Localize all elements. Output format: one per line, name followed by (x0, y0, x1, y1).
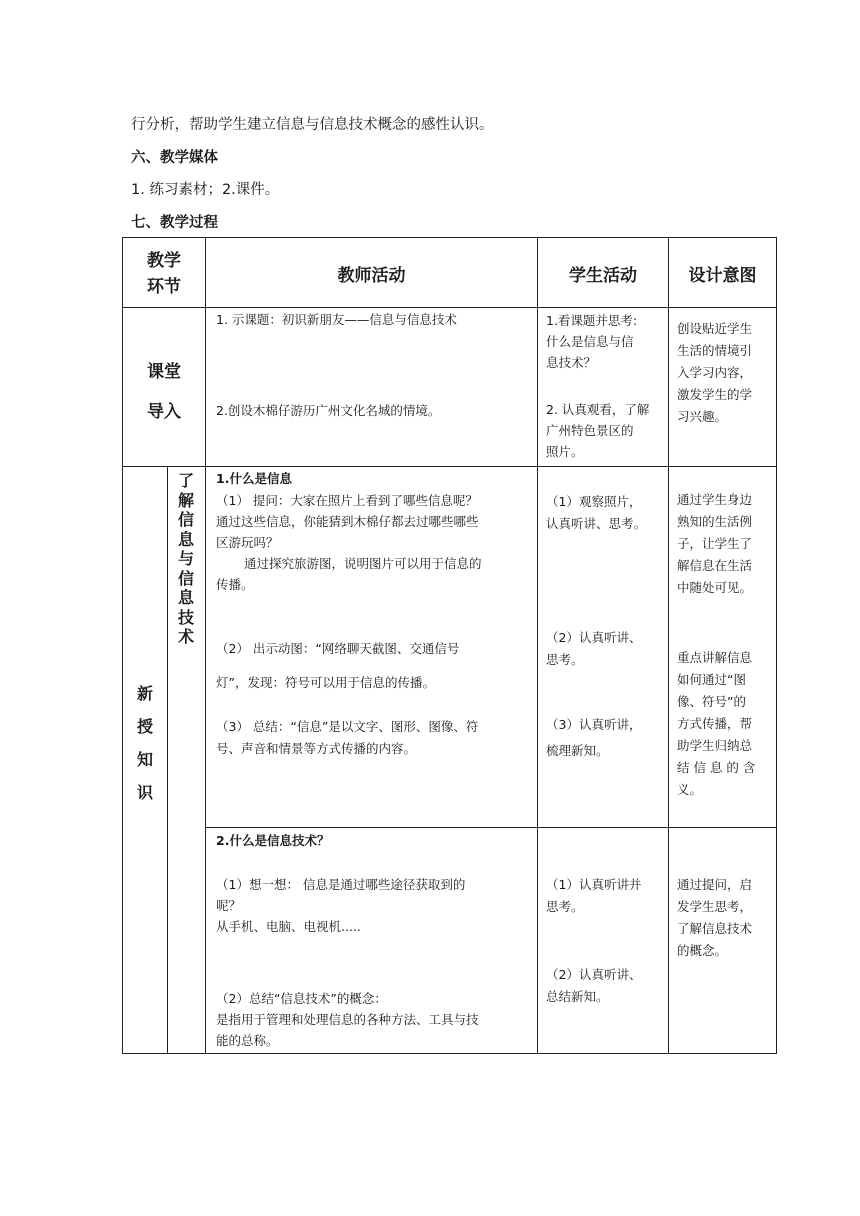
part1-teacher-line: 区游玩吗？ (216, 535, 279, 550)
row1-student-line: 照片。 (546, 444, 584, 459)
row2-substage-cell (167, 466, 206, 1054)
row2-substage-char: 解 (177, 490, 194, 510)
part2-student-line: 总结新知。 (546, 989, 609, 1004)
part1-teacher-line: 灯”，发现：符号可以用于信息的传播。 (216, 675, 435, 690)
header-stage-line2: 环节 (147, 277, 181, 297)
part1-intent-line: 助学生归纳总 (677, 738, 753, 753)
row1-student-line: 什么是信息与信 (546, 334, 634, 349)
row2-substage-char: 信 (177, 568, 194, 588)
part1-teacher-line: 号、声音和情景等方式传播的内容。 (216, 741, 417, 756)
row1-teacher-item1: 1. 示课题：初识新朋友——信息与信息技术 (216, 312, 457, 327)
row2-stage-char: 识 (136, 783, 153, 802)
row1-stage-line1: 课堂 (147, 362, 181, 382)
part2-teacher-line: （1）想一想： 信息是通过哪些途径获取到的 (216, 877, 466, 892)
part1-student-cell (537, 466, 669, 828)
part1-intent-line: 义。 (677, 782, 703, 797)
row1-stage-line2: 导入 (147, 402, 181, 422)
row1-student-cell (537, 307, 669, 467)
row2-substage-char: 息 (177, 588, 194, 607)
part2-teacher-line: 是指用于管理和处理信息的各种方法、工具与技 (216, 1012, 479, 1027)
part2-title: 2.什么是信息技术？ (216, 833, 330, 848)
part2-student-cell (537, 827, 669, 1054)
row1-intent-line: 创设贴近学生 (677, 321, 753, 336)
row1-stage-cell (122, 307, 206, 467)
part2-intent-line: 通过提问，启 (677, 877, 753, 892)
header-cell-intent (668, 237, 777, 308)
row1-student-line: 广州特色景区的 (546, 423, 634, 438)
part2-intent-line: 了解信息技术 (677, 921, 753, 936)
part2-student-line: （1）认真听讲并 (546, 877, 642, 892)
part1-student-line: 认真听讲、思考。 (546, 516, 647, 531)
part1-intent-line: 如何通过“图 (677, 672, 746, 687)
row1-teacher-item2: 2.创设木棉仔游历广州文化名城的情境。 (216, 403, 441, 418)
part1-teacher-line: 通过探究旅游图，说明图片可以用于信息的 (244, 556, 482, 571)
part1-intent-line: 重点讲解信息 (677, 650, 753, 665)
part1-teacher-cell (205, 466, 538, 828)
section-6-heading: 六、教学媒体 (131, 150, 218, 166)
header-cell-stage (122, 237, 206, 308)
row2-substage-char: 了 (177, 471, 194, 490)
teaching-process-table (122, 237, 777, 1054)
intro-paragraph-line: 行分析，帮助学生建立信息与信息技术概念的感性认识。 (131, 117, 494, 133)
header-teacher: 教师活动 (337, 266, 406, 286)
row1-intent-line: 习兴趣。 (677, 409, 728, 424)
row1-intent-line: 生活的情境引 (677, 343, 753, 358)
row1-intent-line: 入学习内容， (677, 365, 753, 380)
row1-student-line: 息技术？ (546, 355, 597, 370)
part1-teacher-line: 通过这些信息，你能猜到木棉仔都去过哪些哪些 (216, 514, 479, 529)
part1-intent-line: 通过学生身边 (677, 492, 753, 507)
row2-substage-char: 与 (177, 549, 194, 568)
row1-student-line: 1.看课题并思考: (546, 313, 638, 328)
row2-substage-char: 技 (177, 607, 194, 627)
header-intent: 设计意图 (688, 266, 757, 286)
part1-teacher-line: 传播。 (216, 577, 254, 592)
part1-intent-line: 子，让学生了 (677, 536, 753, 551)
part2-student-line: 思考。 (546, 899, 584, 914)
part1-intent-line: 结 信 息 的 含 (677, 760, 756, 775)
section-6-body: 1. 练习素材；2.课件。 (131, 182, 280, 198)
part2-teacher-line: 从手机、电脑、电视机..... (216, 919, 361, 934)
part1-title: 1.什么是信息 (216, 471, 292, 486)
part1-teacher-line: （3） 总结：“信息”是以文字、图形、图像、符 (216, 719, 479, 734)
row1-student-line: 2. 认真观看，了解 (546, 402, 650, 417)
part1-teacher-line: （1） 提问：大家在照片上看到了哪些信息呢？ (216, 493, 478, 508)
part1-intent-cell (668, 466, 777, 828)
row1-intent-line: 激发学生的学 (677, 387, 753, 402)
part1-intent-line: 熟知的生活例 (677, 514, 753, 529)
part1-student-line: 梳理新知。 (546, 743, 609, 758)
section-7-heading: 七、教学过程 (131, 215, 218, 231)
part1-intent-line: 像、符号”的 (677, 694, 746, 709)
part2-teacher-line: 能的总称。 (216, 1033, 279, 1048)
part2-intent-line: 的概念。 (677, 943, 728, 958)
part2-intent-line: 发学生思考， (677, 899, 753, 914)
row2-substage-char: 术 (177, 627, 194, 646)
row2-stage-char: 新 (136, 684, 153, 703)
part2-student-line: （2）认真听讲、 (546, 967, 642, 982)
row2-stage-char: 知 (136, 750, 153, 769)
part2-teacher-line: 呢？ (216, 898, 242, 913)
part1-student-line: （2）认真听讲、 (546, 630, 642, 645)
part1-intent-line: 中随处可见。 (677, 580, 753, 595)
part1-student-line: 思考。 (546, 652, 584, 667)
row2-stage-char: 授 (136, 717, 153, 736)
part2-teacher-cell (205, 827, 538, 1054)
part1-intent-line: 解信息在生活 (677, 558, 753, 573)
part1-intent-line: 方式传播，帮 (677, 716, 753, 731)
row2-substage-char: 息 (177, 529, 194, 549)
part1-student-line: （3）认真听讲， (546, 717, 642, 732)
header-cell-teacher (205, 237, 538, 308)
header-cell-student (537, 237, 669, 308)
row2-substage-char: 信 (177, 510, 194, 529)
part2-intent-cell (668, 827, 777, 1054)
row1-teacher-cell (205, 307, 538, 467)
part1-teacher-line: （2） 出示动图：“网络聊天截图、交通信号 (216, 641, 460, 656)
header-stage-line1: 教学 (147, 251, 181, 271)
row2-stage-cell (122, 466, 168, 1054)
part2-teacher-line: （2）总结“信息技术”的概念： (216, 991, 387, 1006)
row1-intent-cell (668, 307, 777, 467)
part1-student-line: （1）观察照片， (546, 494, 642, 509)
header-student: 学生活动 (569, 266, 637, 286)
